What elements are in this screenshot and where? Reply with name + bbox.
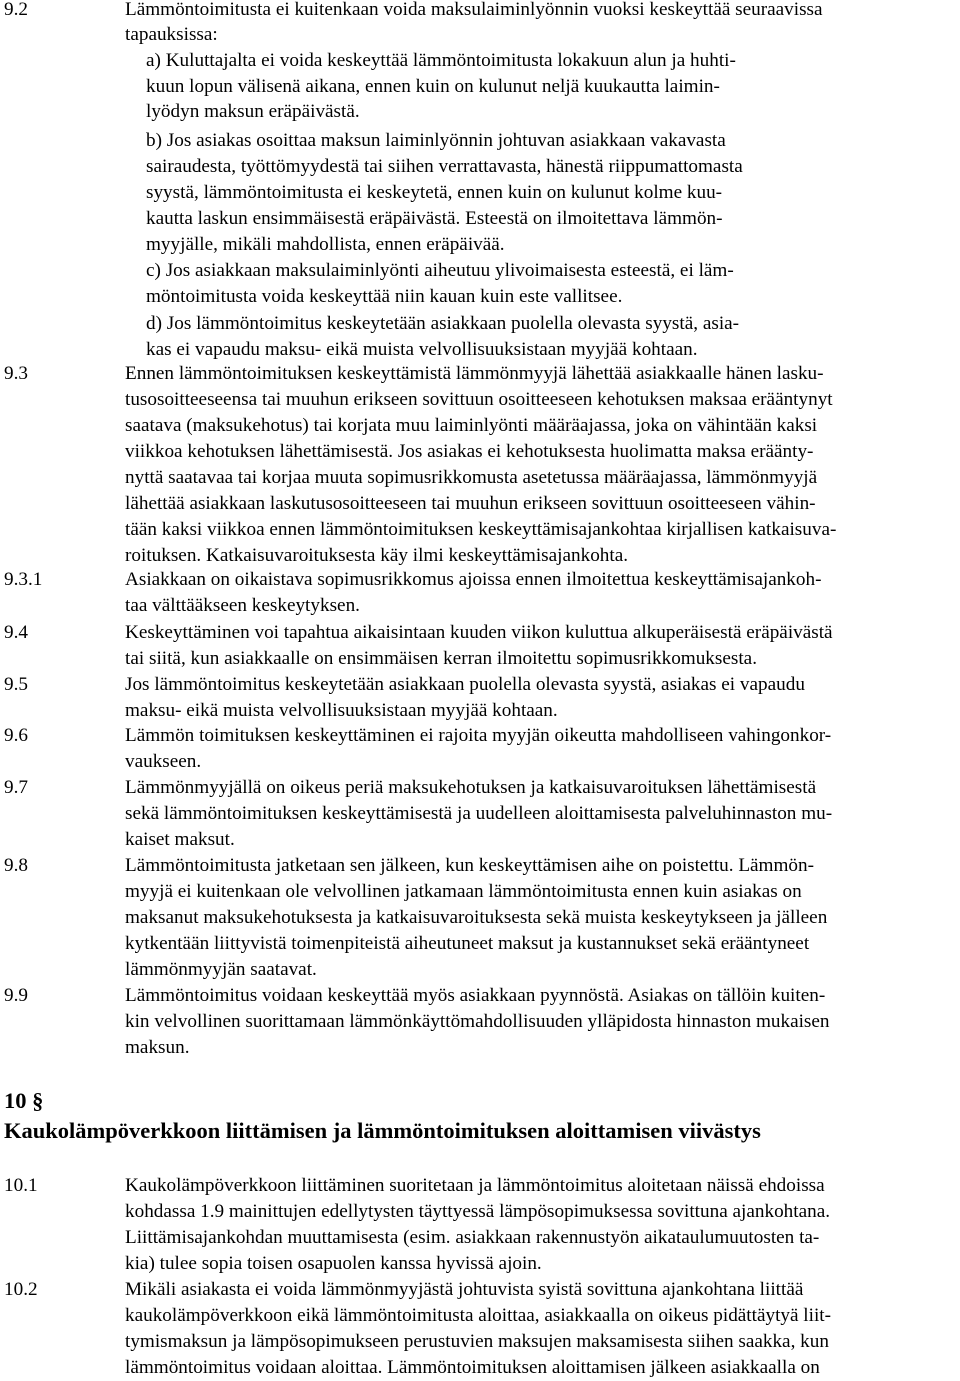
section-number: 9.6 xyxy=(4,725,28,746)
text-line: Lämmöntoimitus voidaan keskeyttää myös asiakkaan pyynnöstä. Asiakas on tällöin kuiten- xyxy=(125,985,826,1006)
text-line: lämmöntoimitus voidaan aloittaa. Lämmöntoimituksen aloittamisen jälkeen asiakkaalla on xyxy=(125,1357,820,1378)
text-line: tymismaksun ja lämpösopimukseen perustuvien maksujen maksamisesta siihen saakka, kun xyxy=(125,1331,829,1352)
text-line: kia) tulee sopia toisen osapuolen kanssa hyvissä ajoin. xyxy=(125,1253,542,1274)
section-heading-title: Kaukolämpöverkkoon liittämisen ja lämmöntoimituksen aloittamisen viivästys xyxy=(4,1118,761,1143)
text-line: saatava (maksukehotus) tai korjata muu laiminlyönti määräajassa, joka on vähintään kaksi xyxy=(125,415,818,436)
list-item-b: b) Jos asiakas osoittaa maksun laiminlyönnin johtuvan asiakkaan vakavasta xyxy=(146,130,726,151)
text-line: maksu- eikä muista velvollisuuksistaan myyjää kohtaan. xyxy=(125,700,558,721)
text-line: tapauksissa: xyxy=(125,24,218,45)
section-number: 9.5 xyxy=(4,674,28,695)
text-line: maksanut maksukehotuksesta ja katkaisuvaroituksesta sekä muista keskeytykseen ja jälleen xyxy=(125,907,828,928)
text-line: tään kaksi viikkoa ennen lämmöntoimituksen keskeyttämisajankohtaa kirjallisen katkaisuva- xyxy=(125,519,837,540)
text-line: Ennen lämmöntoimituksen keskeyttämistä lämmönmyyjä lähettää asiakkaalle hänen lasku- xyxy=(125,363,824,384)
text-line: roituksen. Katkaisuvaroituksesta käy ilmi keskeyttämisajankohta. xyxy=(125,545,629,566)
list-item-a: a) Kuluttajalta ei voida keskeyttää lämmöntoimitusta lokakuun alun ja huhti- xyxy=(146,50,736,71)
text-line: lämmönmyyjän saatavat. xyxy=(125,959,317,980)
text-line: Asiakkaan on oikaistava sopimusrikkomus ajoissa ennen ilmoitettua keskeyttämisajankoh- xyxy=(125,569,822,590)
text-line: Kaukolämpöverkkoon liittäminen suoritetaan ja lämmöntoimitus aloitetaan näissä ehdoissa xyxy=(125,1175,825,1196)
text-line: kaukolämpöverkkoon eikä lämmöntoimitusta aloittaa, asiakkaalla on oikeus pidättäytyä liit- xyxy=(125,1305,832,1326)
text-line: Liittämisajankohdan muuttamisesta (esim. asiakkaan rakennustyön aikataulumuutosten ta- xyxy=(125,1227,820,1248)
list-item-b: kautta laskun ensimmäisestä eräpäivästä. Esteestä on ilmoitettava lämmön- xyxy=(146,208,723,229)
text-line: lähettää asiakkaan laskutusosoitteeseen tai muuhun erikseen sovittuun osoitteeseen vähin- xyxy=(125,493,816,514)
text-line: Jos lämmöntoimitus keskeytetään asiakkaan puolella olevasta syystä, asiakas ei vapaudu xyxy=(125,674,805,695)
text-line: Lämmöntoimitusta ei kuitenkaan voida maksulaiminlyönnin vuoksi keskeyttää seuraavissa xyxy=(125,0,823,20)
section-number: 10.1 xyxy=(4,1175,38,1196)
text-line: kohdassa 1.9 mainittujen edellytysten täyttyessä lämpösopimuksessa sovittuna ajankohtana. xyxy=(125,1201,831,1222)
section-number: 9.9 xyxy=(4,985,28,1006)
text-line: Mikäli asiakasta ei voida lämmönmyyjästä johtuvista syistä sovittuna ajankohtana liittää xyxy=(125,1279,804,1300)
list-item-b: syystä, lämmöntoimitusta ei keskeytetä, ennen kuin on kulunut kolme kuu- xyxy=(146,182,723,203)
text-line: kin velvollinen suorittamaan lämmönkäyttömahdollisuuden ylläpidosta hinnaston mukaisen xyxy=(125,1011,830,1032)
text-line: kytkentään liittyvistä toimenpiteistä aiheutuneet maksut ja kustannukset sekä erääntyneet xyxy=(125,933,810,954)
section-number: 9.8 xyxy=(4,855,28,876)
section-number: 10.2 xyxy=(4,1279,38,1300)
list-item-c: möntoimitusta voida keskeyttää niin kauan kuin este vallitsee. xyxy=(146,286,623,307)
text-line: taa välttääkseen keskeytyksen. xyxy=(125,595,360,616)
text-line: sekä lämmöntoimituksen keskeyttämisestä ja uudelleen aloittamisesta palveluhinnaston mu- xyxy=(125,803,833,824)
text-line: viikkoa kehotuksen lähettämisestä. Jos asiakas ei kehotuksesta huolimatta maksa eräänty- xyxy=(125,441,814,462)
list-item-b: sairaudesta, työttömyydestä tai siihen verrattavasta, hänestä riippumattomasta xyxy=(146,156,743,177)
section-number: 9.4 xyxy=(4,622,28,643)
text-line: Lämmöntoimitusta jatketaan sen jälkeen, kun keskeyttämisen aihe on poistettu. Lämmön- xyxy=(125,855,814,876)
list-item-d: d) Jos lämmöntoimitus keskeytetään asiakkaan puolella olevasta syystä, asia- xyxy=(146,313,740,334)
list-item-c: c) Jos asiakkaan maksulaiminlyönti aiheutuu ylivoimaisesta esteestä, ei läm- xyxy=(146,260,734,281)
text-line: myyjä ei kuitenkaan ole velvollinen jatkamaan lämmöntoimitusta ennen kuin asiakas on xyxy=(125,881,802,902)
text-line: tai siitä, kun asiakkaalle on ensimmäisen kerran ilmoitettu sopimusrikkomuksesta. xyxy=(125,648,757,669)
text-line: kaiset maksut. xyxy=(125,829,235,850)
text-line: nyttä saatavaa tai korjaa muuta sopimusrikkomusta asetetussa määräajassa, lämmönmyyjä xyxy=(125,467,818,488)
section-number: 9.2 xyxy=(4,0,28,20)
section-number: 9.3.1 xyxy=(4,569,43,590)
text-line: Lämmönmyyjällä on oikeus periä maksukehotuksen ja katkaisuvaroituksen lähettämisestä xyxy=(125,777,817,798)
section-heading-number: 10 § xyxy=(4,1088,44,1113)
list-item-b: myyjälle, mikäli mahdollista, ennen eräpäivää. xyxy=(146,234,505,255)
text-line: Keskeyttäminen voi tapahtua aikaisintaan kuuden viikon kuluttua alkuperäisestä eräpäivästä xyxy=(125,622,833,643)
section-number: 9.3 xyxy=(4,363,28,384)
list-item-d: kas ei vapaudu maksu- eikä muista velvollisuuksistaan myyjää kohtaan. xyxy=(146,339,698,360)
text-line: tusosoitteeseensa tai muuhun erikseen sovittuun osoitteeseen kehotuksen maksaa erääntynyt xyxy=(125,389,833,410)
section-number: 9.7 xyxy=(4,777,28,798)
text-line: Lämmön toimituksen keskeyttäminen ei rajoita myyjän oikeutta mahdolliseen vahingonkor- xyxy=(125,725,832,746)
list-item-a: kuun lopun välisenä aikana, ennen kuin on kulunut neljä kuukautta laimin- xyxy=(146,76,720,97)
text-line: maksun. xyxy=(125,1037,190,1058)
list-item-a: lyödyn maksun eräpäivästä. xyxy=(146,101,360,122)
text-line: vaukseen. xyxy=(125,751,202,772)
